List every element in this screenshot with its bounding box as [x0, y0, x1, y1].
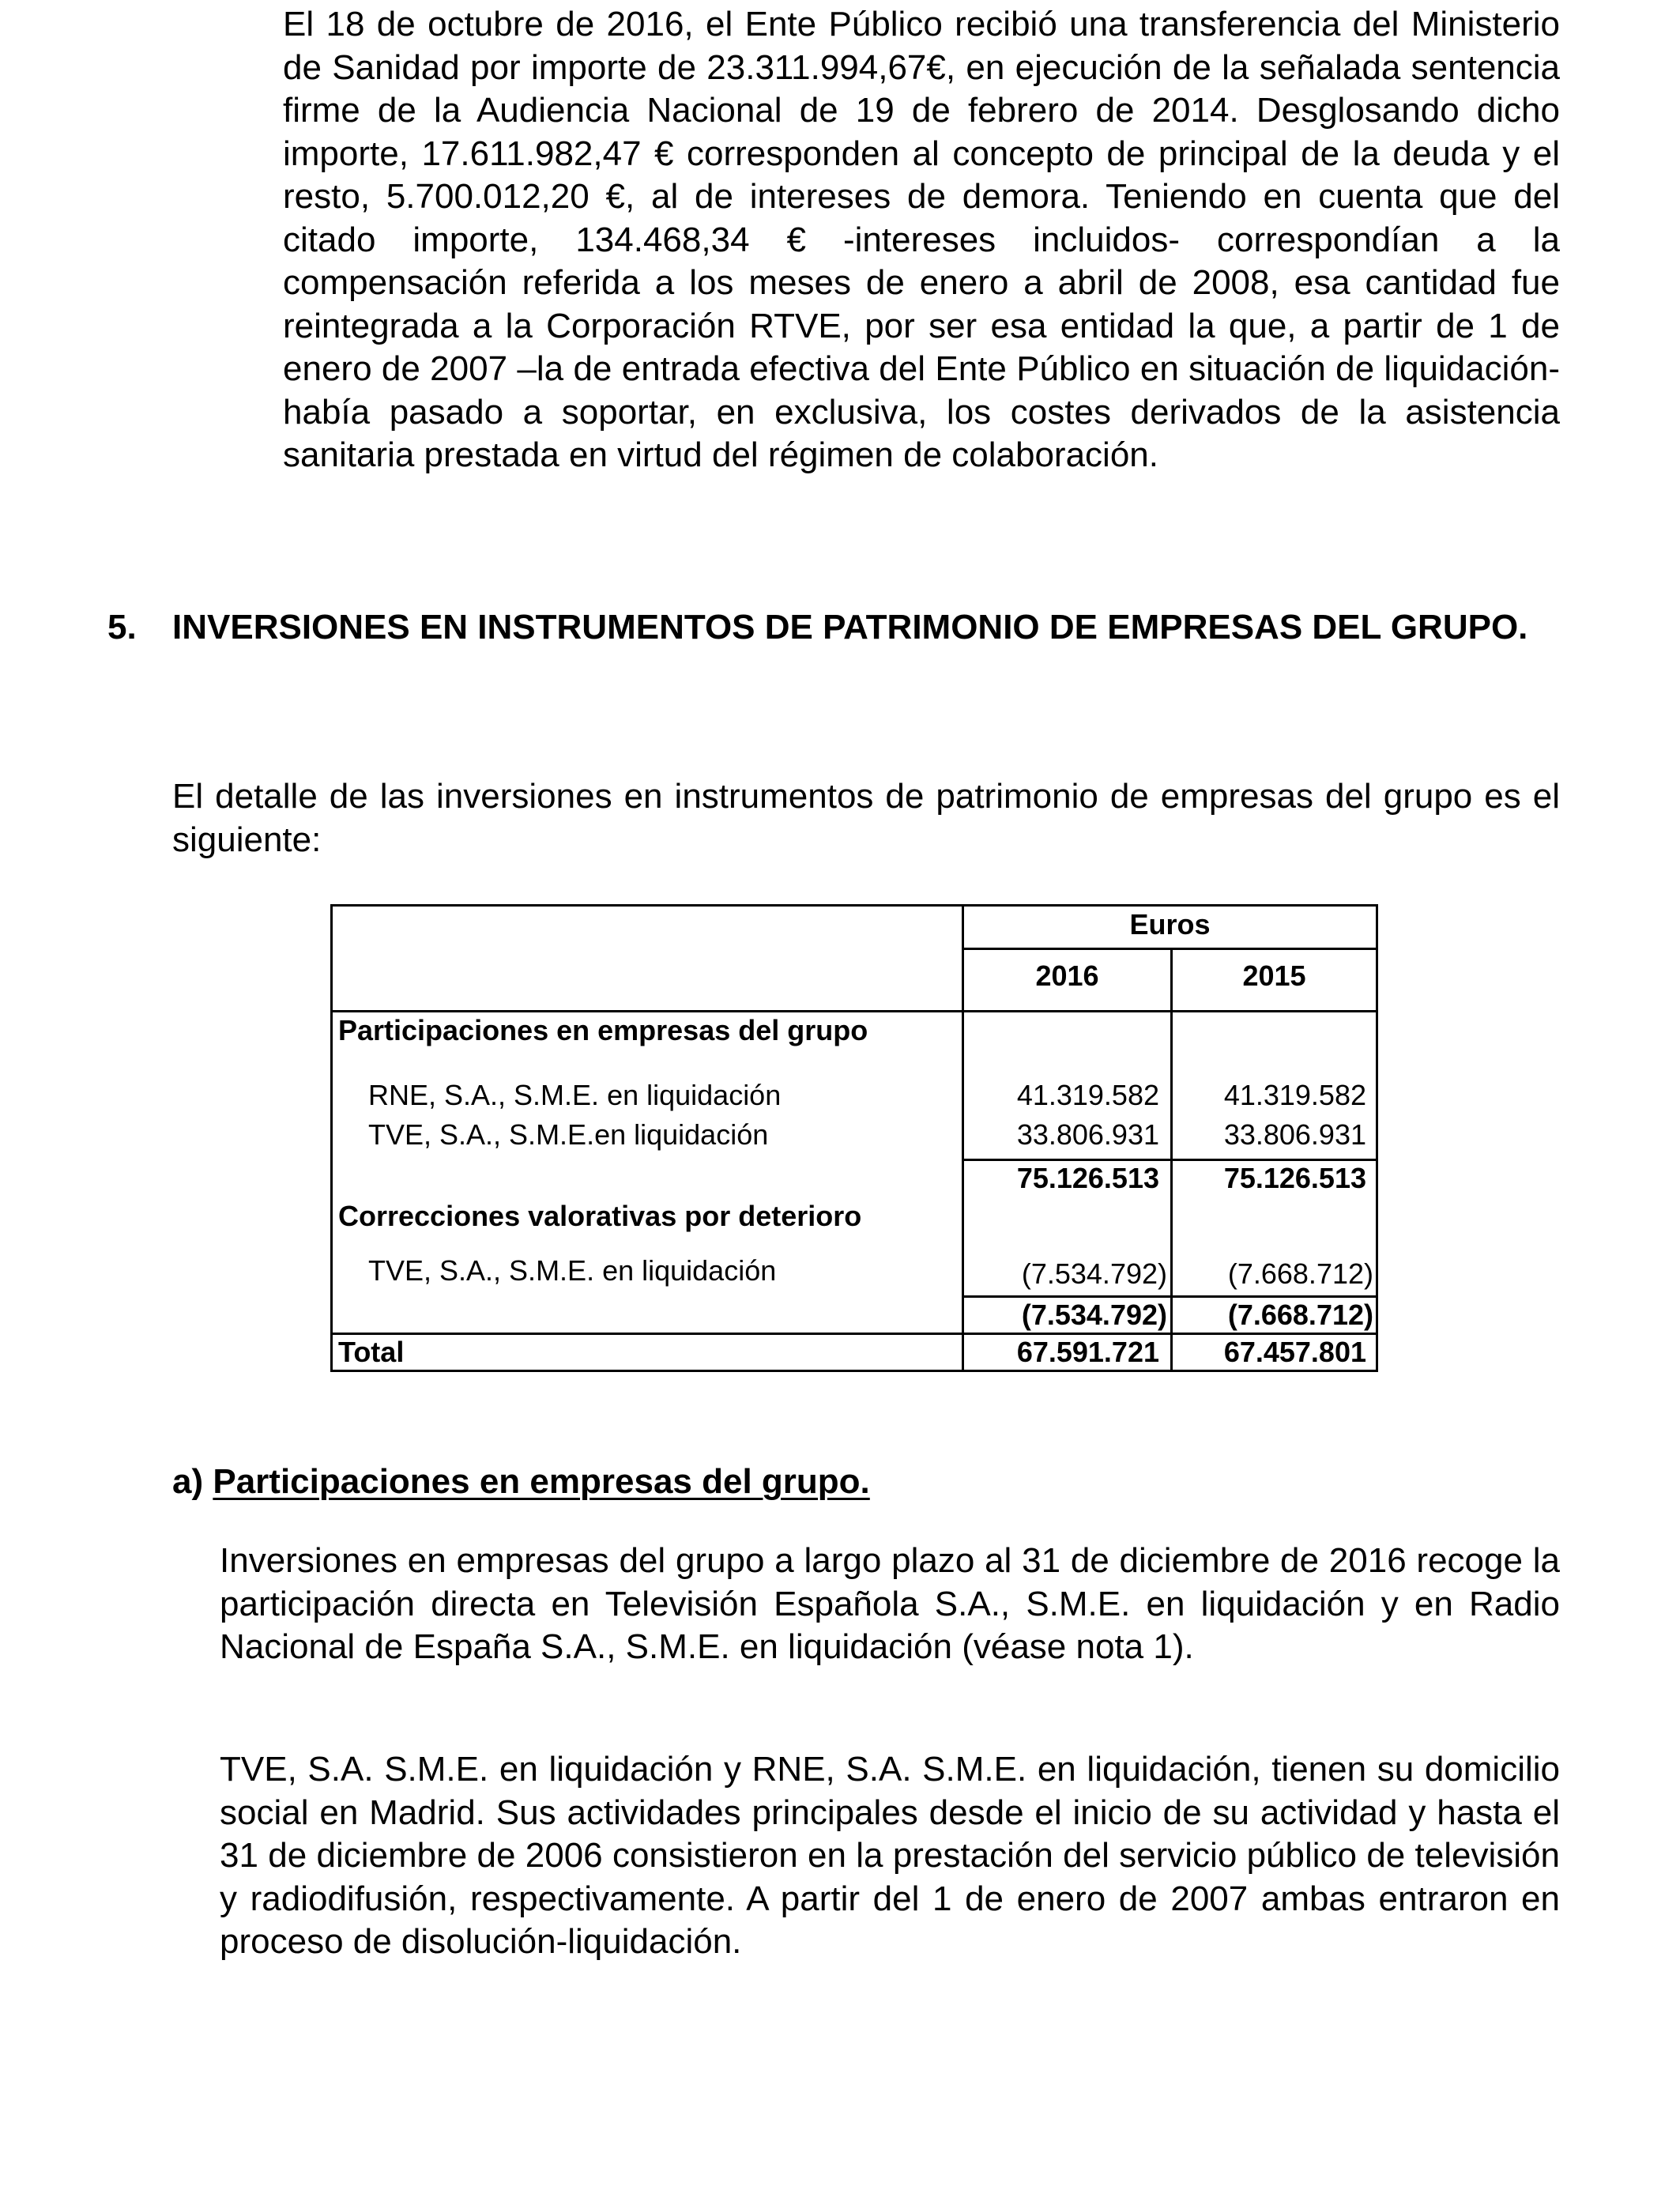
intro-paragraph: El 18 de octubre de 2016, el Ente Público recibió una transferencia del Ministerio de Sanidad por importe de 23.311.994,67€, en ejecución de la señalada sentencia firme de la Audiencia Nacional de 19 de febrero de 2014. Desglosando dicho importe, 17.611.982,47 € corresponden al concepto de principal de la deuda y el resto, 5.700.012,20 €, al de intereses de demora. Teniendo en cuenta que del citado importe, 134.468,34 € -intereses incluidos- correspondían a la compensación referida a los meses de enero a abril de 2008, esa cantidad fue reintegrada a la Corporación RTVE, por ser esa entidad la que, a partir de 1 de enero de 2007 –la de entrada efectiva del Ente Público en situación de liquidación- había pasado a soportar, en exclusiva, los costes derivados de la asistencia sanitaria prestada en virtud del régimen de colaboración.: [283, 5, 1560, 474]
table-cell-2016: (7.534.792): [1021, 1257, 1167, 1290]
total-2016: 67.591.721: [1016, 1336, 1159, 1368]
group-title-participaciones: Participaciones en empresas del grupo: [338, 1014, 868, 1046]
table-cell-2015: 41.319.582: [1223, 1079, 1366, 1111]
subtotal-2015: 75.126.513: [1223, 1162, 1366, 1194]
group-title-correcciones: Correcciones valorativas por deterioro: [338, 1200, 862, 1232]
subsection-paragraph-2: TVE, S.A. S.M.E. en liquidación y RNE, S.A. S.M.E. en liquidación, tienen su domicilio social en Madrid. Sus actividades principales desde el inicio de su actividad y hasta el 31 de diciembre de 2006 consistieron en la prestación del servicio público de televisión y radiodifusión, respectivamente. A partir del 1 de enero de 2007 ambas entraron en proceso de disolución-liquidación.: [220, 1750, 1560, 1961]
table-cell-2015: 33.806.931: [1223, 1118, 1366, 1151]
section-title: INVERSIONES EN INSTRUMENTOS DE PATRIMONIO DE EMPRESAS DEL GRUPO.: [172, 608, 1528, 647]
subsection-title: Participaciones en empresas del grupo.: [213, 1462, 870, 1501]
total-2015: 67.457.801: [1223, 1336, 1366, 1368]
section-number: 5.: [107, 608, 137, 647]
subsection-paragraph-1: Inversiones en empresas del grupo a largo plazo al 31 de diciembre de 2016 recoge la participación directa en Televisión Española S.A., S.M.E. en liquidación y en Radio Nacional de España S.A., S.M.E. en liquidación (véase nota 1).: [220, 1541, 1560, 1666]
currency-header: Euros: [1129, 908, 1211, 941]
subtotal-2015: (7.668.712): [1227, 1299, 1373, 1331]
investments-table: [330, 904, 1378, 1372]
subsection-marker: a): [172, 1462, 204, 1501]
table-cell-2015: (7.668.712): [1227, 1257, 1373, 1290]
section-heading: [107, 605, 1560, 649]
section-intro-paragraph: El detalle de las inversiones en instrumentos de patrimonio de empresas del grupo es el siguiente:: [172, 777, 1560, 859]
table-cell-2016: 33.806.931: [1016, 1118, 1159, 1151]
table-row-label: TVE, S.A., S.M.E. en liquidación: [368, 1254, 777, 1287]
column-header-2016: 2016: [1035, 959, 1099, 992]
subsection-heading: [172, 1460, 870, 1503]
column-header-2015: 2015: [1242, 959, 1306, 992]
total-label: Total: [338, 1336, 405, 1368]
table-row-label: RNE, S.A., S.M.E. en liquidación: [368, 1079, 782, 1111]
table-row-label: TVE, S.A., S.M.E.en liquidación: [368, 1118, 769, 1151]
subtotal-2016: (7.534.792): [1021, 1299, 1167, 1331]
subtotal-2016: 75.126.513: [1016, 1162, 1159, 1194]
table-cell-2016: 41.319.582: [1016, 1079, 1159, 1111]
